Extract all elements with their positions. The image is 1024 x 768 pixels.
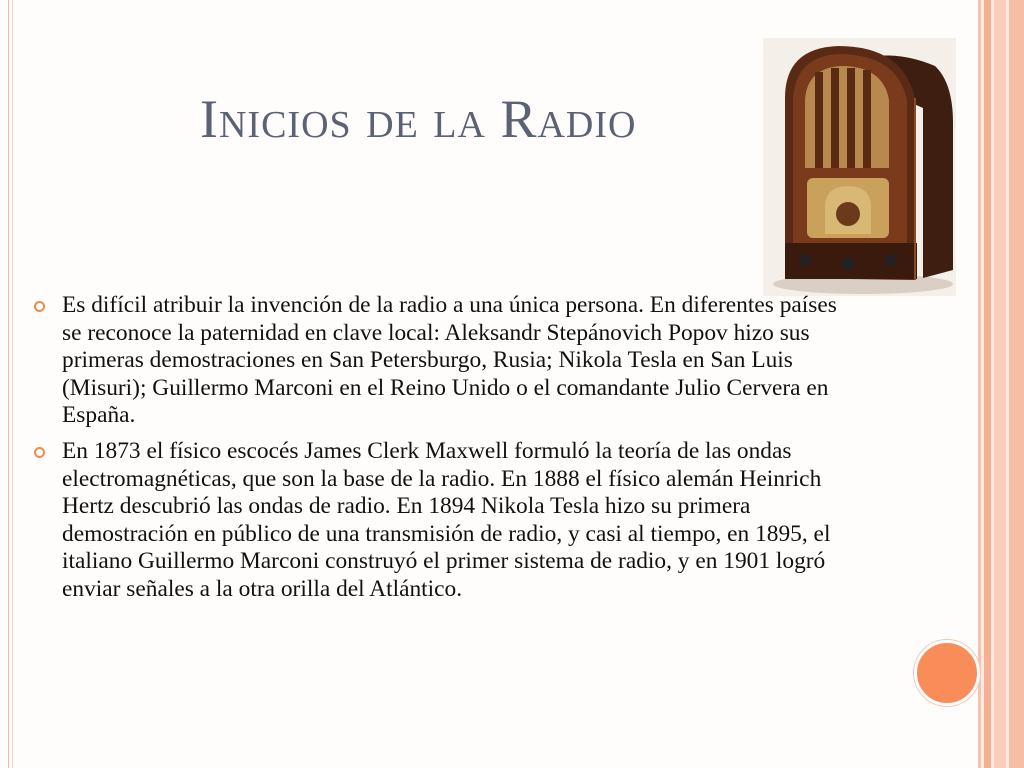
- bullet-text: Es difícil atribuir la invención de la radio a una única persona. En diferentes países se reconoce la paternidad en clave local: Aleksandr Stepánovich Popov hizo sus primeras demostraciones en San Petersburgo, Rusia; Nikola Tesla en San Luis (Misuri); Guillermo Marconi en el Reino Unido o el comandante Julio Cervera en España.: [62, 292, 837, 429]
- circle-bullet-icon: [34, 301, 45, 312]
- list-item: [30, 292, 860, 430]
- decorative-circle: [914, 640, 980, 706]
- slide-title: Inicios de la Radio: [200, 89, 637, 149]
- left-border-line: [8, 0, 9, 768]
- right-decorative-stripes: [978, 0, 1024, 768]
- vintage-radio-image: [763, 38, 956, 296]
- left-border-line-inner: [12, 0, 13, 768]
- bullet-text: En 1873 el físico escocés James Clerk Maxwell formuló la teoría de las ondas electromagnéticas, que son la base de la radio. En 1888 el físico alemán Heinrich Hertz descubrió las ondas de radio. En 1894 Nikola Tesla hizo su primera demostración en público de una transmisión de radio, y casi al tiempo, en 1895, el italiano Guillermo Marconi construyó el primer sistema de radio, y en 1901 logró enviar señales a la otra orilla del Atlántico.: [62, 437, 831, 602]
- bullet-list: [30, 292, 860, 612]
- circle-bullet-icon: [34, 447, 45, 458]
- list-item: [30, 438, 860, 604]
